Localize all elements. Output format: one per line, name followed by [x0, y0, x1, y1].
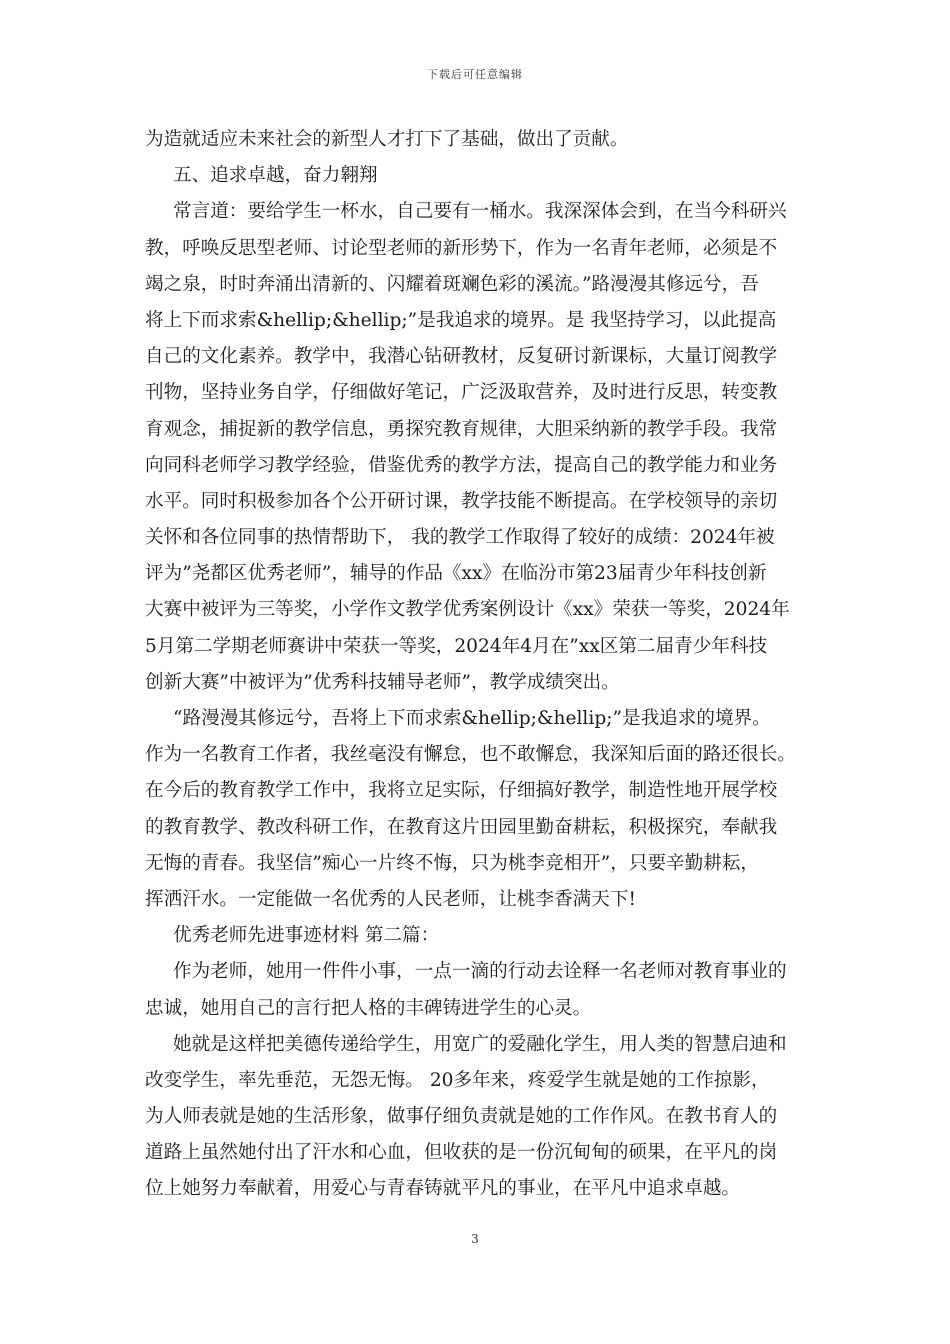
text-line: 作为一名教育工作者，我丝毫没有懈怠，也不敢懈怠，我深知后面的路还很长。	[145, 744, 796, 766]
text-line: 将上下而求索&hellip;&hellip;”是我追求的境界。是 我坚持学习，以此提高	[145, 309, 777, 331]
text-line: 关怀和各位同事的热情帮助下， 我的教学工作取得了较好的成绩：2024年被	[145, 527, 775, 549]
text-line: 作为老师，她用一件件小事，一点一滴的行动去诠释一名老师对教育事业的	[173, 961, 787, 983]
text-line: 为造就适应未来社会的新型人才打下了基础，做出了贡献。	[145, 129, 629, 150]
text-line: 教，呼唤反思型老师、讨论型老师的新形势下，作为一名青年老师，必须是不	[145, 237, 778, 259]
text-line: 刊物，坚持业务自学，仔细做好笔记，广泛汲取营养，及时进行反思，转变教	[145, 382, 778, 404]
text-line: 道路上虽然她付出了汗水和心血，但收获的是一份沉甸甸的硕果，在平凡的岗	[145, 1142, 778, 1164]
text-line: 向同科老师学习教学经验，借鉴优秀的教学方法，提高自己的教学能力和业务	[145, 454, 778, 476]
body-text	[145, 122, 815, 1208]
text-line: “路漫漫其修远兮，吾将上下而求索&hellip;&hellip;”是我追求的境界。	[173, 708, 771, 729]
text-line: 育观念，捕捉新的教学信息，勇探究教育规律，大胆采纳新的教学手段。我常	[145, 418, 778, 440]
text-line: 为人师表就是她的生活形象，做事仔细负责就是她的工作作风。在教书育人的	[145, 1106, 778, 1128]
text-line: 优秀老师先进事迹材料 第二篇：	[173, 925, 440, 947]
text-line: 水平。同时积极参加各个公开研讨课，教学技能不断提高。在学校领导的亲切	[145, 490, 778, 512]
text-line: 的教育教学、教改科研工作，在教育这片田园里勤奋耕耘，积极探究，奉献我	[145, 816, 778, 838]
text-line: 在今后的教育教学工作中，我将立足实际，仔细搞好教学，制造性地开展学校	[145, 780, 778, 802]
header-note: 下载后可任意编辑	[427, 68, 523, 81]
text-line: 5月第二学期老师赛讲中荣获一等奖，2024年4月在”xx区第二届青少年科技	[145, 635, 768, 657]
text-line: 创新大赛”中被评为”优秀科技辅导老师”，教学成绩突出。	[145, 671, 620, 693]
text-line: 她就是这样把美德传递给学生，用宽广的爱融化学生，用人类的智慧启迪和	[173, 1033, 787, 1055]
text-line: 位上她努力奉献着，用爱心与青春铸就平凡的事业，在平凡中追求卓越。	[145, 1178, 741, 1200]
text-line: 常言道：要给学生一杯水，自己要有一桶水。我深深体会到，在当今科研兴	[173, 201, 787, 223]
page-number: 3	[471, 1232, 479, 1246]
text-line: 挥洒汗水。一定能做一名优秀的人民老师，让桃李香满天下!	[145, 888, 636, 910]
text-line: 改变学生，率先垂范，无怨无悔。 20多年来，疼爱学生就是她的工作掠影，	[145, 1069, 770, 1091]
text-line: 无悔的青春。我坚信”痴心一片终不悔，只为桃李竞相开”，只要辛勤耕耘，	[145, 852, 760, 874]
text-line: 大赛中被评为三等奖，小学作文教学优秀案例设计《xx》荣获一等奖，2024年	[145, 599, 790, 621]
text-line: 五、追求卓越，奋力翱翔	[173, 165, 378, 187]
text-line: 自己的文化素养。教学中，我潜心钻研教材，反复研讨新课标，大量订阅教学	[145, 346, 778, 368]
text-line: 忠诚，她用自己的言行把人格的丰碑铸进学生的心灵。	[145, 997, 592, 1019]
text-line: 评为”尧都区优秀老师”，辅导的作品《xx》在临汾市第23届青少年科技创新	[145, 563, 767, 585]
text-line: 竭之泉，时时奔涌出清新的、闪耀着斑斓色彩的溪流。”路漫漫其修远兮，吾	[145, 273, 759, 295]
